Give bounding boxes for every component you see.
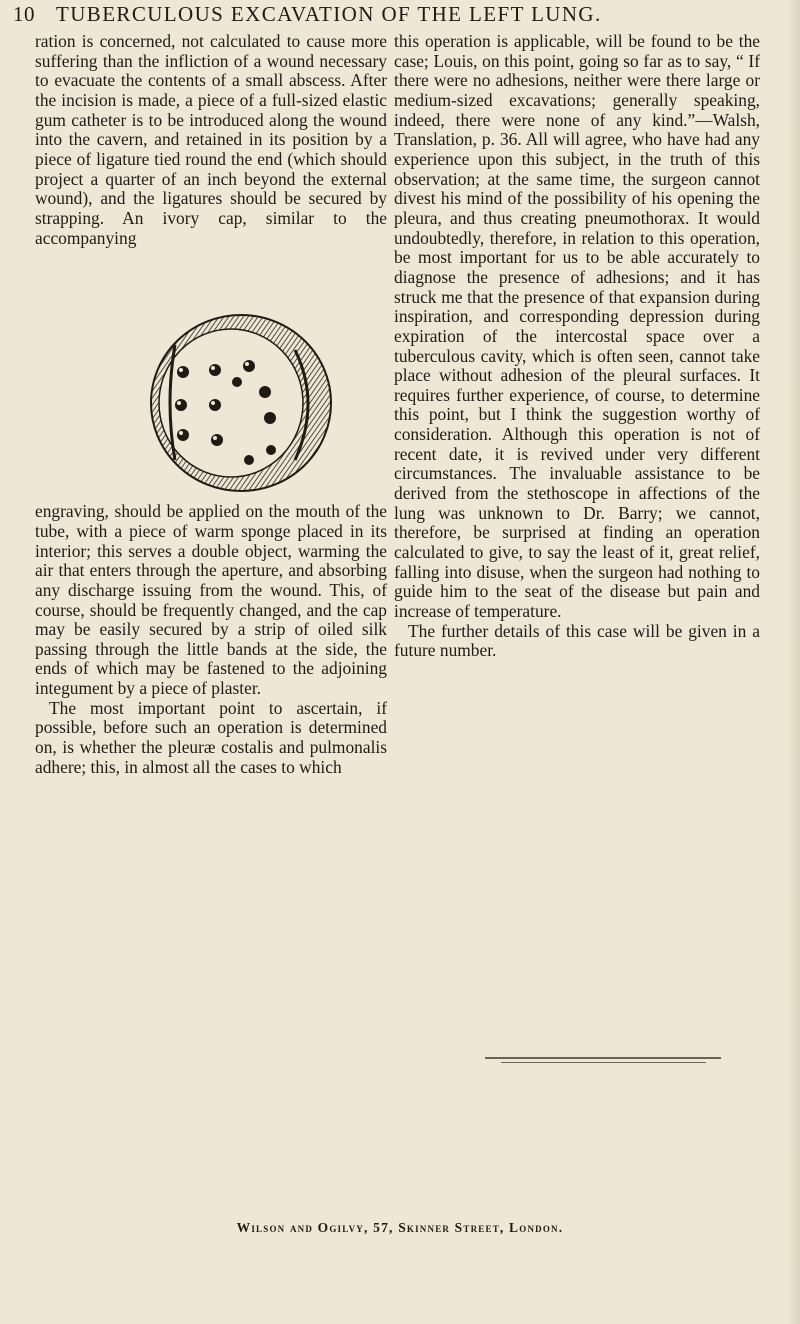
closing-rule	[485, 1057, 721, 1066]
ivory-cap-engraving-icon	[145, 310, 337, 496]
page-number: 10	[13, 2, 35, 26]
printer-imprint: Wilson and Ogilvy, 57, Skinner Street, London.	[236, 1220, 564, 1235]
right-paragraph-1: this operation is applicable, will be found to be the case; Louis, on this point, going so far as to say, “ If there were no adhesions, neither were there large or medium-sized excavations; generally speaking, indeed, there were none of any kind.”—Walsh, Translation, p. 36. All will agree, who have had any experience upon this subject, in the truth of this observation; at the same time, the surgeon cannot divest his mind of the possibility of his opening the pleura, and thus creating pneumothorax. It would undoubtedly, therefore, in relation to this operation, be most important for us to be able accurately to diagnose the presence of adhesions; and it has struck me that the presence of that expansion during inspiration, and corresponding depression during expiration of the intercostal space over a tuberculous cavity, which is often seen, cannot take place without adhesion of the pleural surfaces. It requires further experience, of course, to determine this point, but I think the suggestion worthy of consideration. Although this operation is not of recent date, it is revived under very different circumstances. The invaluable assistance to be derived from the stethoscope in affections of the lung was unknown to Dr. Barry; we cannot, therefore, be surprised at finding an operation calculated to give, to say the least of it, great relief, falling into disuse, when the surgeon had nothing to guide him to the seat of the disease but pain and increase of temperature.	[394, 31, 760, 622]
left-paragraph-1: ration is concerned, not calculated to cause more suffering than the infliction of a wound necessary to evacuate the contents of a small abscess. After the incision is made, a piece of a full-sized elastic gum catheter is to be introduced along the wound into the cavern, and retained in its position by a piece of ligature tied round the end (which should project a quarter of an inch beyond the external wound), and the ligatures should be secured by strapping. An ivory cap, similar to the accompanying	[35, 31, 387, 248]
running-title: TUBERCULOUS EXCAVATION OF THE LEFT LUNG.	[56, 2, 602, 26]
page-header	[0, 2, 800, 28]
right-column	[394, 32, 760, 661]
left-paragraph-3: The most important point to ascertain, if possible, before such an operation is determined on, is whether the pleuræ costalis and pulmonalis adhere; this, in almost all the cases to which	[35, 697, 387, 777]
rule-line	[501, 1062, 706, 1063]
rule-line	[485, 1057, 721, 1059]
left-paragraph-2: engraving, should be applied on the mouth of the tube, with a piece of warm sponge placed in its interior; this serves a double object, warming the air that enters through the aperture, and absorbing any discharge issuing from the wound. This, of course, should be frequently changed, and the cap may be easily secured by a strip of oiled silk passing through the little bands at the side, the ends of which may be fastened to the adjoining integument by a piece of plaster.	[35, 501, 387, 699]
page-edge	[788, 0, 800, 1324]
right-paragraph-2: The further details of this case will be given in a future number.	[394, 620, 760, 661]
